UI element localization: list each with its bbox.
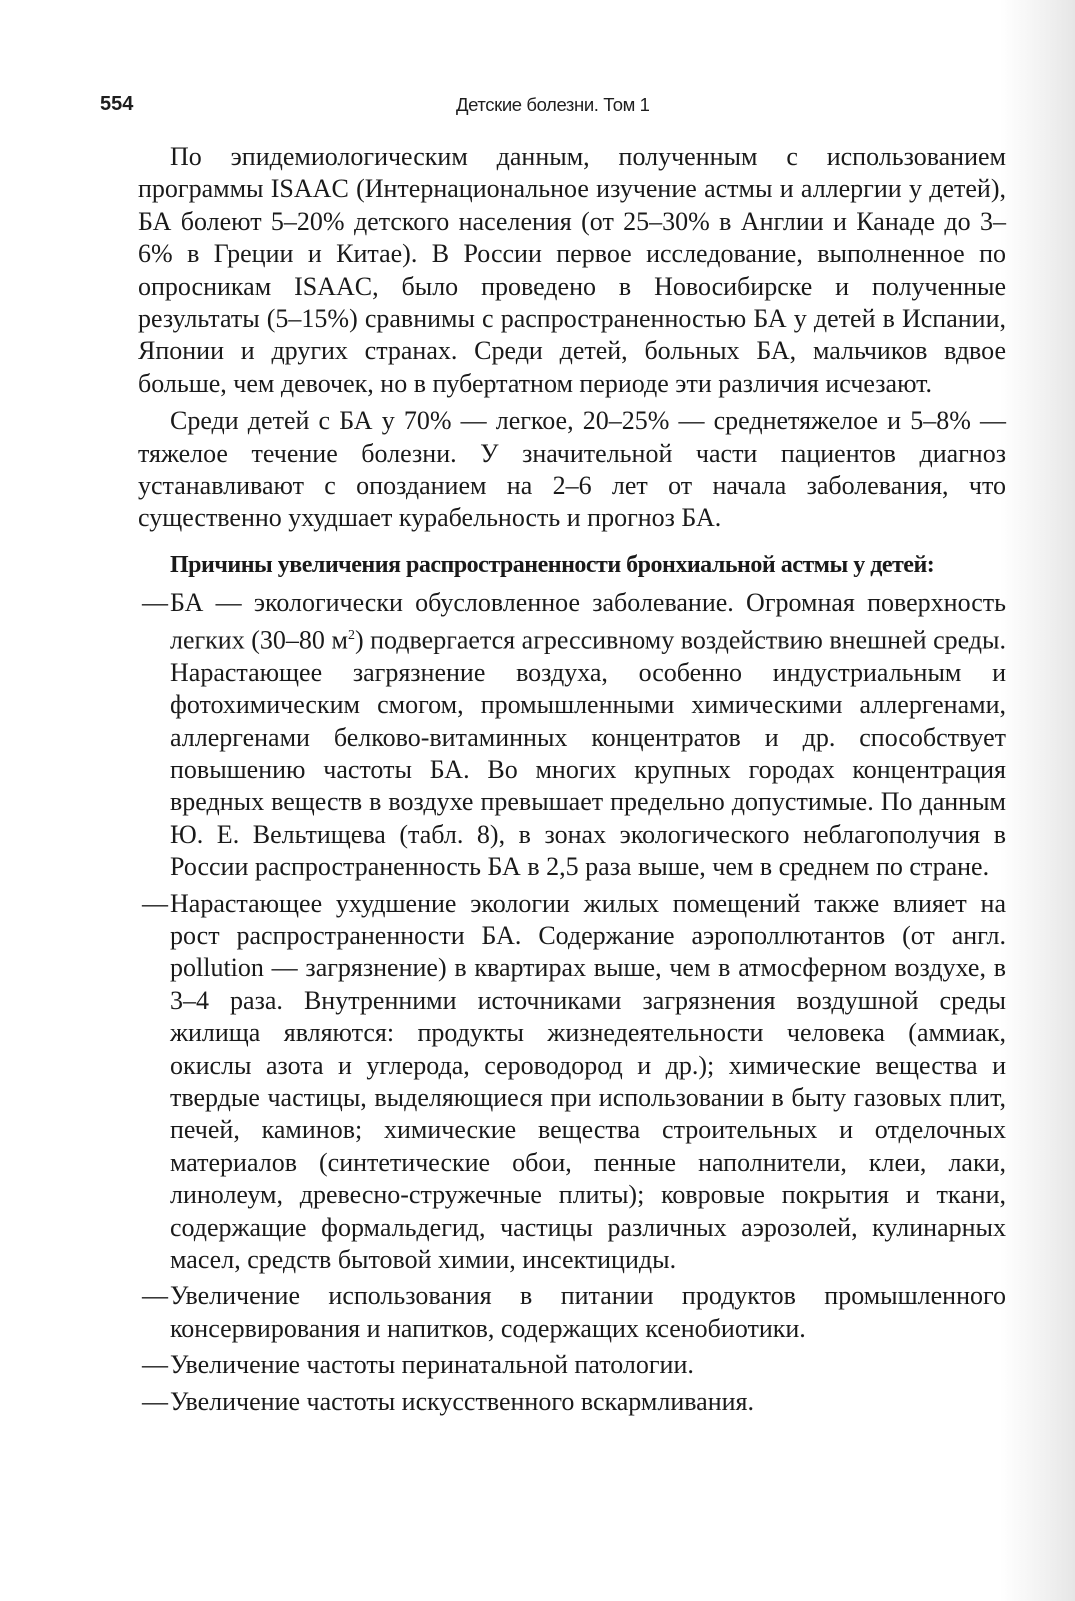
list-dash: — <box>142 888 168 918</box>
list-dash: — <box>142 1281 168 1311</box>
list-item-text: Нарастающее ухудшение экологии жилых помещений также влияет на рост распространенности БА. Содержание аэрополлютантов (от англ. pollution — загрязнение) в квартирах выше, чем в атмосферном воздухе, в 3–4 раза. Внутренними источниками загрязнения воздушной среды жилища являются: продукты жизнедеятельности человека (аммиак, окислы азота и углерода, сероводород и др.); химические вещества и твердые частицы, выделяющиеся при использовании в быту газовых плит, печей, каминов; химические вещества строительных и отделочных материалов (синтетические обои, пенные наполнители, клеи, лаки, линолеум, древесно-стружечные плиты); ковровые покрытия и ткани, содержащие формальдегид, частицы различных аэрозолей, кулинарных масел, средств бытовой химии, инсектициды. <box>170 888 1006 1275</box>
superscript: 2 <box>347 627 355 643</box>
list-item <box>138 888 1006 1277</box>
list-item-text: Увеличение частоты искусственного вскармливания. <box>170 1386 754 1416</box>
paragraph-severity: Среди детей с БА у 70% — легкое, 20–25% — среднетяжелое и 5–8% — тяжелое течение болезни. У значительной части пациентов диагноз устанавливают с опозданием на 2–6 лет от начала заболевания, что существенно ухудшает курабельность и прогноз БА. <box>138 406 1006 533</box>
list-item-text: Увеличение использования в питании продуктов промышленного консервирования и напитков, содержащих ксенобиотики. <box>170 1281 1006 1343</box>
list-item <box>138 1280 1006 1345</box>
paragraph-epidemiology: По эпидемиологическим данным, полученным с использованием программы ISAAC (Интернациональное изучение астмы и аллергии у детей), БА болеют 5–20% детского населения (от 25–30% в Англии и Канаде до 3–6% в Греции и Китае). В России первое исследование, выполненное по опросникам ISAAC, было проведено в Новосибирске и полученные результаты (5–15%) сравнимы с распространенностью БА у детей в Испании, Японии и других странах. Среди детей, больных БА, мальчиков вдвое больше, чем девочек, но в пубертатном периоде эти различия исчезают. <box>138 142 1006 398</box>
list-item <box>138 1349 1006 1381</box>
list-item <box>138 1386 1006 1418</box>
running-title: Детские болезни. Том 1 <box>456 94 650 115</box>
section-heading: Причины увеличения распространенности бронхиальной астмы у детей: <box>170 551 935 578</box>
page-number: 554 <box>100 93 134 115</box>
list-item <box>138 587 1006 883</box>
page-header <box>100 93 1000 123</box>
list-item-text-cont: ) подвергается агрессивному воздействию внешней среды. Нарастающее загрязнение воздуха, особенно индустриальным и фотохимическим смогом, промышленными химическими аллергенами, аллергенами белково-витаминных концентратов и др. способствует повышению частоты БА. Во многих крупных городах концентрация вредных веществ в воздухе превышает предельно допустимые. По данным Ю. Е. Вельтищева (табл. 8), в зонах экологического неблагополучия в России распространенность БА в 2,5 раза выше, чем в среднем по стране. <box>170 625 1006 882</box>
list-item-text: БА — экологически обусловленное заболевание. Огромная поверхность легких (30–80 м <box>170 588 1006 655</box>
page-body <box>138 141 1006 1422</box>
list-dash: — <box>142 1350 168 1380</box>
list-item-text: Увеличение частоты перинатальной патологии. <box>170 1350 694 1380</box>
list-dash: — <box>142 588 168 618</box>
list-dash: — <box>142 1386 168 1416</box>
causes-list <box>138 587 1006 1418</box>
